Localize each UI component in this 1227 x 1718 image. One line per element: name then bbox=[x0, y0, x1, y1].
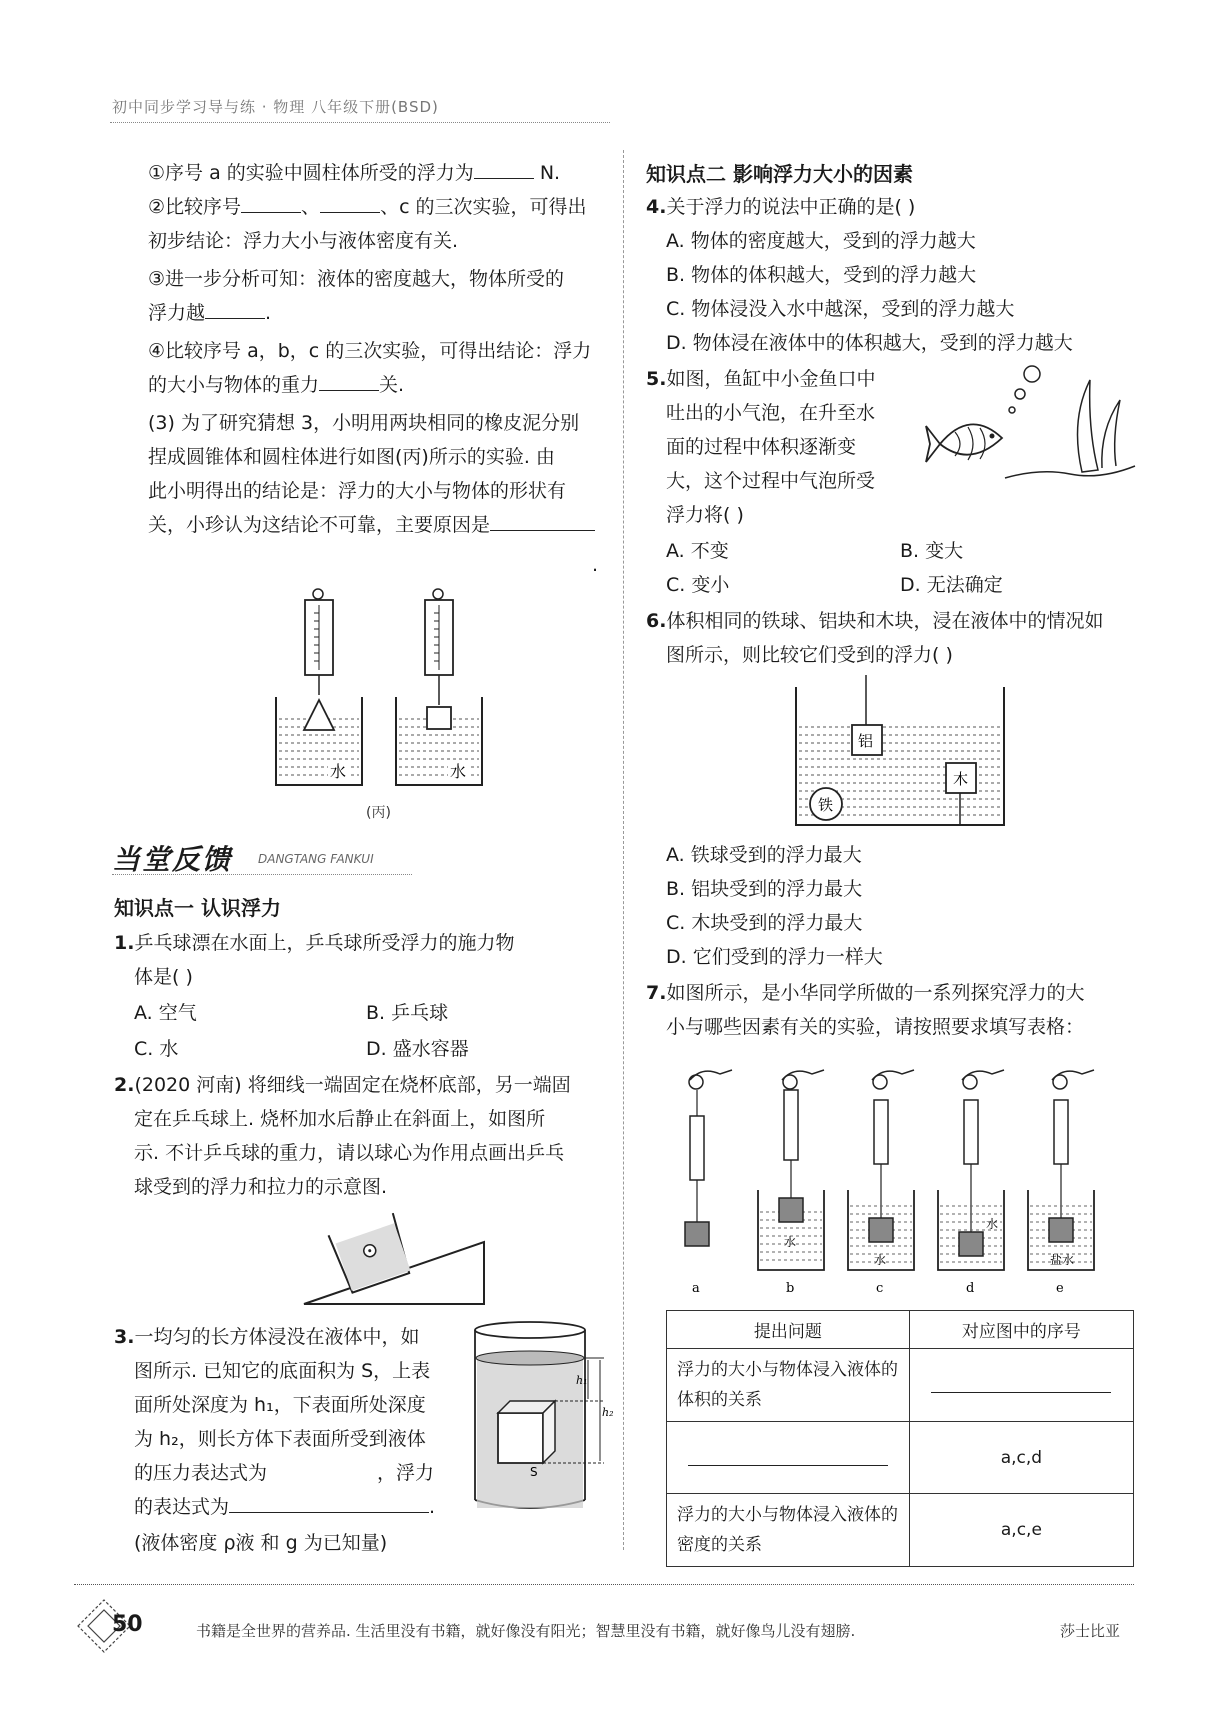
page-number: 50 bbox=[112, 1612, 143, 1637]
q5-option[interactable]: D. 无法确定 bbox=[900, 574, 1003, 596]
figure-caption: (丙) bbox=[366, 805, 391, 821]
q-line-5: 浮力越 . bbox=[148, 296, 271, 330]
setup-label: e bbox=[1056, 1281, 1064, 1296]
figure-q2-incline bbox=[300, 1212, 490, 1312]
mu-label: 木 bbox=[953, 770, 969, 788]
h1-label: h₁ bbox=[576, 1374, 588, 1387]
footer-rule bbox=[74, 1584, 1134, 1585]
liquid-label: 水 bbox=[986, 1217, 999, 1231]
header-rule bbox=[110, 122, 610, 123]
q1-option[interactable]: D. 盛水容器 bbox=[366, 1038, 469, 1060]
column-divider bbox=[623, 150, 624, 1550]
q-line-end: . bbox=[592, 554, 599, 576]
answer-blank[interactable] bbox=[490, 510, 595, 531]
figure-q6-tank bbox=[790, 675, 1010, 835]
kp1-title: 知识点一 认识浮力 bbox=[114, 896, 281, 920]
answer-blank[interactable] bbox=[229, 1492, 429, 1513]
q6-option[interactable]: D. 它们受到的浮力一样大 bbox=[666, 946, 883, 968]
q1-option[interactable]: B. 乒乓球 bbox=[366, 1002, 449, 1024]
lv-label: 铝 bbox=[858, 732, 874, 750]
table-header: 提出问题 bbox=[667, 1311, 910, 1349]
q1-line: 1.乒乓球漂在水面上，乒乓球所受浮力的施力物 bbox=[114, 932, 515, 954]
q5-line: 大，这个过程中气泡所受 bbox=[666, 470, 876, 492]
table-cell[interactable] bbox=[667, 1422, 910, 1494]
setup-b bbox=[758, 1070, 824, 1270]
q4-option[interactable]: D. 物体浸在液体中的体积越大，受到的浮力越大 bbox=[666, 332, 1073, 354]
q-line-10: 此小明得出的结论是：浮力的大小与物体的形状有 bbox=[148, 480, 567, 502]
table-cell: a,c,d bbox=[909, 1422, 1133, 1494]
section-rule bbox=[112, 874, 412, 875]
q3-line: 的压力表达式为 ，浮力 bbox=[134, 1462, 435, 1484]
q-line-2: ②比较序号 、 、c 的三次实验，可得出 bbox=[148, 190, 587, 224]
q4-stem: 4.关于浮力的说法中正确的是( ) bbox=[646, 196, 916, 218]
setup-e bbox=[1028, 1070, 1094, 1270]
figure-q3-cylinder bbox=[468, 1318, 618, 1518]
answer-blank[interactable] bbox=[931, 1372, 1111, 1393]
q5-line: 面的过程中体积逐渐变 bbox=[666, 436, 857, 458]
q2-line: 2.(2020 河南) 将细线一端固定在烧杯底部，另一端固 bbox=[114, 1074, 571, 1096]
water-label: 水 bbox=[330, 762, 347, 781]
q-line-11: 关，小珍认为这结论不可靠，主要原因是 bbox=[148, 508, 595, 542]
tie-label: 铁 bbox=[818, 796, 834, 814]
q1-option[interactable]: A. 空气 bbox=[134, 1002, 197, 1024]
q2-line: 示. 不计乒乓球的重力，请以球心为作用点画出乒乓 bbox=[134, 1142, 565, 1164]
q6-option[interactable]: C. 木块受到的浮力最大 bbox=[666, 912, 863, 934]
q4-option[interactable]: C. 物体浸没入水中越深，受到的浮力越大 bbox=[666, 298, 1015, 320]
setup-c bbox=[848, 1070, 914, 1270]
q7-line: 小与哪些因素有关的实验，请按照要求填写表格： bbox=[666, 1016, 1085, 1038]
liquid-label: 盐水 bbox=[1050, 1253, 1075, 1267]
setup-d bbox=[938, 1070, 1004, 1270]
q3-line: 3.一均匀的长方体浸没在液体中，如 bbox=[114, 1326, 420, 1348]
table-cell: 浮力的大小与物体浸入液体的体积的关系 bbox=[667, 1349, 910, 1422]
q5-line: 吐出的小气泡，在升至水 bbox=[666, 402, 876, 424]
answer-blank[interactable] bbox=[320, 192, 380, 213]
q5-option[interactable]: A. 不变 bbox=[666, 540, 729, 562]
running-header: 初中同步学习导与练 · 物理 八年级下册(BSD) bbox=[112, 98, 439, 116]
answer-blank[interactable] bbox=[319, 370, 379, 391]
table-cell: 浮力的大小与物体浸入液体的密度的关系 bbox=[667, 1494, 910, 1567]
table-header: 对应图中的序号 bbox=[909, 1311, 1133, 1349]
h2-label: h₂ bbox=[602, 1406, 614, 1419]
kp2-title: 知识点二 影响浮力大小的因素 bbox=[646, 162, 913, 186]
q2-line: 球受到的浮力和拉力的示意图. bbox=[134, 1176, 388, 1198]
figure-bing bbox=[270, 585, 510, 815]
table-cell: a,c,e bbox=[909, 1494, 1133, 1567]
q3-line: 为 h₂，则长方体下表面所受到液体 bbox=[134, 1428, 426, 1450]
q-line-9: 捏成圆锥体和圆柱体进行如图(丙)所示的实验. 由 bbox=[148, 446, 555, 468]
q4-option[interactable]: A. 物体的密度越大，受到的浮力越大 bbox=[666, 230, 976, 252]
setup-label: c bbox=[876, 1281, 884, 1296]
q5-option[interactable]: B. 变大 bbox=[900, 540, 964, 562]
section-title: 当堂反馈 bbox=[112, 843, 233, 876]
q3-line: 图所示. 已知它的底面积为 S，上表 bbox=[134, 1360, 431, 1382]
s-label: S bbox=[530, 1465, 538, 1479]
water-label: 水 bbox=[450, 762, 467, 781]
q3-line: 面所处深度为 h₁，下表面所处深度 bbox=[134, 1394, 426, 1416]
q7-table bbox=[666, 1310, 1134, 1567]
q7-line: 7.如图所示，是小华同学所做的一系列探究浮力的大 bbox=[646, 982, 1085, 1004]
liquid-label: 水 bbox=[874, 1253, 887, 1267]
q-line-7: 的大小与物体的重力 关. bbox=[148, 368, 404, 402]
setup-a bbox=[685, 1070, 732, 1246]
footer-author: 莎士比亚 bbox=[1060, 1622, 1121, 1640]
q6-line: 6.体积相同的铁球、铝块和木块，浸在液体中的情况如 bbox=[646, 610, 1104, 632]
q1-line: 体是( ) bbox=[134, 966, 193, 988]
q6-option[interactable]: A. 铁球受到的浮力最大 bbox=[666, 844, 862, 866]
answer-blank[interactable] bbox=[205, 298, 265, 319]
section-pinyin: DANGTANG FANKUI bbox=[258, 852, 374, 866]
liquid-label: 水 bbox=[784, 1235, 797, 1249]
setup-label: d bbox=[966, 1281, 975, 1296]
q-line-1: ①序号 a 的实验中圆柱体所受的浮力为 N. bbox=[148, 156, 560, 190]
q5-option[interactable]: C. 变小 bbox=[666, 574, 730, 596]
setup-label: b bbox=[786, 1281, 795, 1296]
q5-line: 5.如图，鱼缸中小金鱼口中 bbox=[646, 368, 876, 390]
table-cell[interactable] bbox=[909, 1349, 1133, 1422]
q5-line: 浮力将( ) bbox=[666, 504, 744, 526]
answer-blank[interactable] bbox=[241, 192, 301, 213]
q2-line: 定在乒乓球上. 烧杯加水后静止在斜面上，如图所 bbox=[134, 1108, 546, 1130]
answer-blank[interactable] bbox=[688, 1445, 888, 1466]
q3-line: (液体密度 ρ液 和 g 为已知量) bbox=[134, 1532, 388, 1554]
figure-q7-experiments bbox=[662, 1060, 1138, 1300]
q-line-8: (3) 为了研究猜想 3，小明用两块相同的橡皮泥分别 bbox=[148, 412, 580, 434]
answer-blank[interactable] bbox=[474, 158, 534, 179]
q6-line: 图所示，则比较它们受到的浮力( ) bbox=[666, 644, 953, 666]
q3-line: 的表达式为 . bbox=[134, 1490, 435, 1524]
figure-q5-fish bbox=[920, 360, 1140, 490]
q4-option[interactable]: B. 物体的体积越大，受到的浮力越大 bbox=[666, 264, 977, 286]
setup-label: a bbox=[692, 1281, 700, 1296]
q-line-4: ③进一步分析可知：液体的密度越大，物体所受的 bbox=[148, 268, 565, 290]
q-line-3: 初步结论：浮力大小与液体密度有关. bbox=[148, 230, 459, 252]
q-line-6: ④比较序号 a，b，c 的三次实验，可得出结论：浮力 bbox=[148, 340, 592, 362]
q1-option[interactable]: C. 水 bbox=[134, 1038, 179, 1060]
footer-quote: 书籍是全世界的营养品. 生活里没有书籍，就好像没有阳光；智慧里没有书籍，就好像鸟儿没有翅膀. bbox=[196, 1622, 856, 1640]
q6-option[interactable]: B. 铝块受到的浮力最大 bbox=[666, 878, 863, 900]
